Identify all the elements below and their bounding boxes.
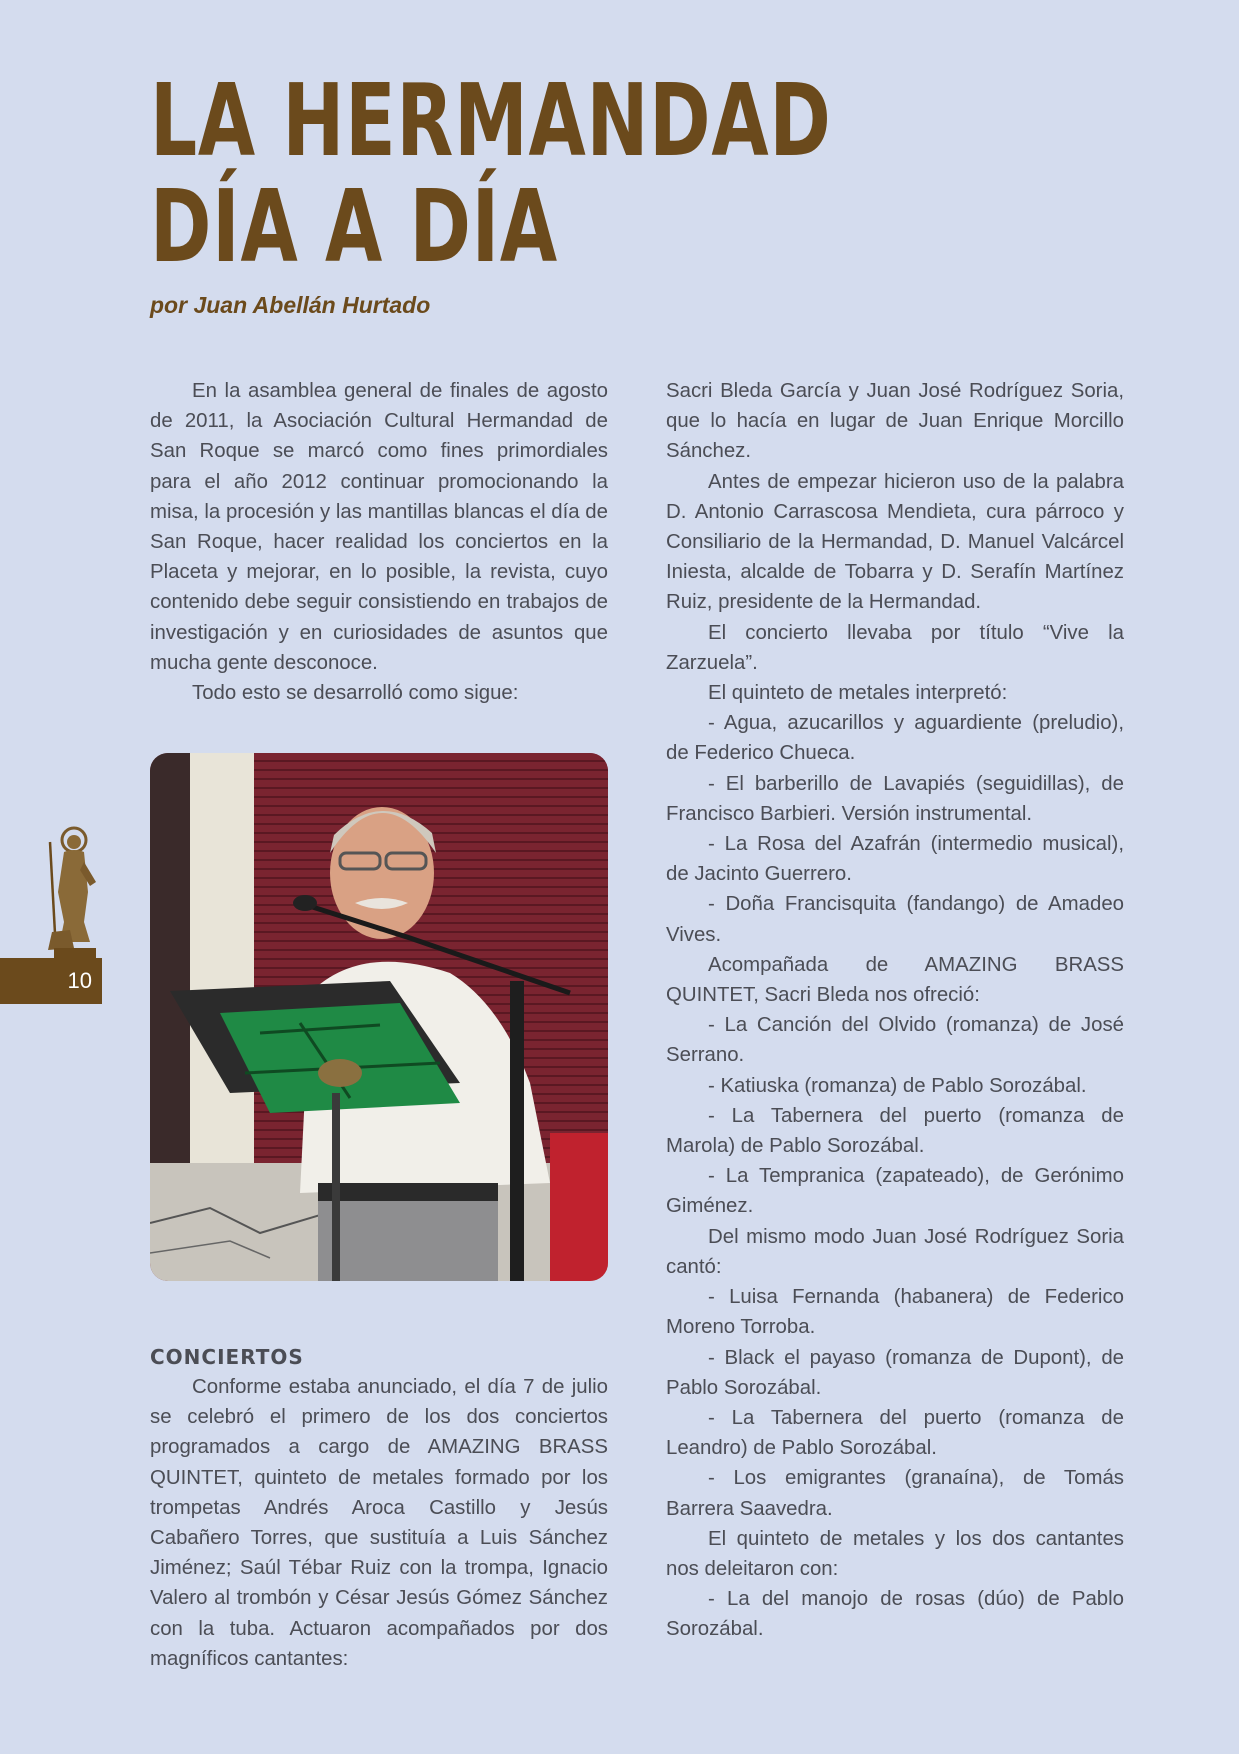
title-line-2: DÍA A DÍA bbox=[150, 168, 558, 285]
intro-paragraph-2: Todo esto se desarrolló como sigue: bbox=[192, 682, 519, 705]
program-item: - Los emigrantes (granaína), de Tomás Barrera Saavedra. bbox=[666, 1467, 1124, 1520]
section-heading-conciertos: CONCIERTOS bbox=[150, 1345, 304, 1369]
program-item: - Luisa Fernanda (habanera) de Federico Moreno Torroba. bbox=[666, 1286, 1124, 1339]
left-column-conciertos bbox=[150, 1342, 608, 1674]
saint-statue-icon bbox=[40, 822, 104, 960]
program-item: - La Tabernera del puerto (romanza de Leandro) de Pablo Sorozábal. bbox=[666, 1406, 1124, 1460]
program-item: - La Tabernera del puerto (romanza de Marola) de Pablo Sorozábal. bbox=[666, 1104, 1124, 1158]
page-number: 10 bbox=[67, 968, 92, 993]
paragraph-continued: Sacri Bleda García y Juan José Rodríguez Soria, que lo hacía en lugar de Juan Enrique Morcillo Sánchez. bbox=[666, 380, 1124, 463]
program-item: - Black el payaso (romanza de Dupont), de Pablo Sorozábal. bbox=[666, 1346, 1124, 1399]
program-item: - La Rosa del Azafrán (intermedio musical), de Jacinto Guerrero. bbox=[666, 833, 1124, 886]
paragraph: El quinteto de metales y los dos cantantes nos deleitaron con: bbox=[666, 1527, 1124, 1580]
program-item: - La Canción del Olvido (romanza) de José Serrano. bbox=[666, 1014, 1124, 1067]
program-item: - Agua, azucarillos y aguardiente (preludio), de Federico Chueca. bbox=[666, 712, 1124, 765]
program-item: - La del manojo de rosas (dúo) de Pablo Sorozábal. bbox=[666, 1588, 1124, 1641]
paragraph: El quinteto de metales interpretó: bbox=[708, 682, 1008, 705]
author-byline: por Juan Abellán Hurtado bbox=[150, 292, 431, 318]
title-line-1: LA HERMANDAD bbox=[150, 62, 832, 179]
page-number-tab bbox=[0, 958, 102, 1004]
article-title bbox=[150, 62, 832, 285]
conciertos-paragraph: Conforme estaba anunciado, el día 7 de julio se celebró el primero de los dos conciertos programados a cargo de AMAZING BRASS QUINTET, quinteto de metales formado por los trompetas Andrés Aroca Castillo y Jesús Cabañero Torres, que sustituía a Luis Sánchez Jiménez; Saúl Tébar Ruiz con la trompa, Ignacio Valero al trombón y César Jesús Gómez Sánchez con la tuba. Actuaron acompañados por dos magníficos cantantes: bbox=[150, 1376, 608, 1670]
program-item: - El barberillo de Lavapiés (seguidillas), de Francisco Barbieri. Versión instrumental. bbox=[666, 772, 1124, 825]
program-item: - Katiuska (romanza) de Pablo Sorozábal. bbox=[708, 1074, 1087, 1097]
paragraph: Antes de empezar hicieron uso de la palabra D. Antonio Carrascosa Mendieta, cura párroco y Consiliario de la Hermandad, D. Manuel Valcárcel Iniesta, alcalde de Tobarra y D. Serafín Martínez Ruiz, presidente de la Hermandad. bbox=[666, 470, 1124, 614]
singer-photo bbox=[150, 753, 608, 1281]
paragraph: El concierto llevaba por título “Vive la Zarzuela”. bbox=[666, 621, 1124, 674]
right-column bbox=[666, 376, 1124, 1645]
left-column-intro bbox=[150, 376, 608, 708]
paragraph: Acompañada de AMAZING BRASS QUINTET, Sacri Bleda nos ofreció: bbox=[666, 953, 1124, 1007]
paragraph: Del mismo modo Juan José Rodríguez Soria cantó: bbox=[666, 1225, 1124, 1278]
intro-paragraph: En la asamblea general de finales de agosto de 2011, la Asociación Cultural Hermandad de San Roque se marcó como fines primordiales para el año 2012 continuar promocionando la misa, la procesión y las mantillas blancas el día de San Roque, hacer realidad los conciertos en la Placeta y mejorar, en lo posible, la revista, cuyo contenido debe seguir consistiendo en trabajos de investigación y en curiosidades de asuntos que mucha gente desconoce. bbox=[150, 380, 608, 674]
program-item: - La Tempranica (zapateado), de Gerónimo Giménez. bbox=[666, 1165, 1124, 1218]
program-item: - Doña Francisquita (fandango) de Amadeo Vives. bbox=[666, 893, 1124, 946]
